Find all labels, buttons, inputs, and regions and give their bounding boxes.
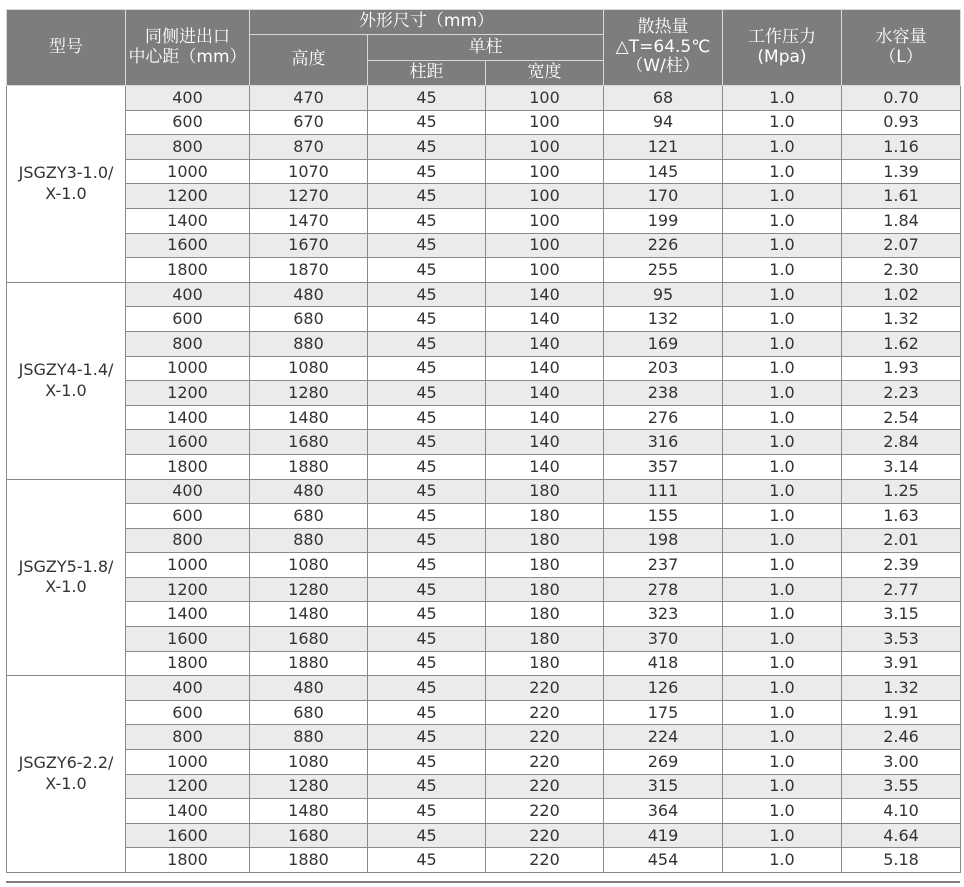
working-pressure-cell: 1.0 [723, 627, 842, 652]
height-cell: 1480 [250, 799, 368, 824]
center-distance-cell: 1000 [126, 553, 250, 578]
width-cell: 220 [486, 676, 604, 701]
column-pitch-cell: 45 [368, 86, 486, 111]
table-row [7, 282, 961, 307]
heat-output-cell: 224 [604, 725, 723, 750]
water-capacity-cell: 4.64 [842, 823, 961, 848]
header-single-column: 单柱 [368, 35, 604, 61]
model-cell: JSGZY6-2.2/ X-1.0 [7, 676, 126, 873]
width-cell: 180 [486, 504, 604, 529]
width-cell: 100 [486, 258, 604, 283]
column-pitch-cell: 45 [368, 233, 486, 258]
center-distance-cell: 600 [126, 700, 250, 725]
heat-output-cell: 418 [604, 651, 723, 676]
heat-output-cell: 111 [604, 479, 723, 504]
water-capacity-cell: 3.55 [842, 774, 961, 799]
heat-output-cell: 94 [604, 110, 723, 135]
working-pressure-cell: 1.0 [723, 454, 842, 479]
table-row [7, 750, 961, 775]
column-pitch-cell: 45 [368, 135, 486, 160]
water-capacity-cell: 2.07 [842, 233, 961, 258]
heat-output-cell: 364 [604, 799, 723, 824]
water-capacity-cell: 4.10 [842, 799, 961, 824]
center-distance-cell: 1000 [126, 750, 250, 775]
column-pitch-cell: 45 [368, 405, 486, 430]
width-cell: 100 [486, 86, 604, 111]
width-cell: 140 [486, 430, 604, 455]
table-row [7, 725, 961, 750]
width-cell: 220 [486, 799, 604, 824]
heat-output-cell: 370 [604, 627, 723, 652]
water-capacity-cell: 3.14 [842, 454, 961, 479]
center-distance-cell: 1600 [126, 627, 250, 652]
heat-output-cell: 419 [604, 823, 723, 848]
height-cell: 1280 [250, 381, 368, 406]
water-capacity-cell: 2.30 [842, 258, 961, 283]
column-pitch-cell: 45 [368, 282, 486, 307]
column-pitch-cell: 45 [368, 627, 486, 652]
center-distance-cell: 600 [126, 110, 250, 135]
center-distance-cell: 400 [126, 282, 250, 307]
column-pitch-cell: 45 [368, 577, 486, 602]
center-distance-cell: 800 [126, 135, 250, 160]
width-cell: 220 [486, 774, 604, 799]
height-cell: 680 [250, 307, 368, 332]
heat-output-cell: 323 [604, 602, 723, 627]
center-distance-cell: 1800 [126, 258, 250, 283]
heat-output-cell: 357 [604, 454, 723, 479]
table-row [7, 454, 961, 479]
height-cell: 1080 [250, 750, 368, 775]
heat-output-cell: 126 [604, 676, 723, 701]
width-cell: 220 [486, 823, 604, 848]
heat-output-cell: 170 [604, 184, 723, 209]
height-cell: 480 [250, 479, 368, 504]
water-capacity-cell: 2.46 [842, 725, 961, 750]
table-row [7, 110, 961, 135]
height-cell: 880 [250, 528, 368, 553]
column-pitch-cell: 45 [368, 454, 486, 479]
table-row [7, 405, 961, 430]
water-capacity-cell: 1.84 [842, 208, 961, 233]
table-row [7, 233, 961, 258]
working-pressure-cell: 1.0 [723, 553, 842, 578]
working-pressure-cell: 1.0 [723, 651, 842, 676]
column-pitch-cell: 45 [368, 110, 486, 135]
working-pressure-cell: 1.0 [723, 381, 842, 406]
water-capacity-cell: 2.39 [842, 553, 961, 578]
width-cell: 140 [486, 282, 604, 307]
working-pressure-cell: 1.0 [723, 356, 842, 381]
working-pressure-cell: 1.0 [723, 479, 842, 504]
working-pressure-cell: 1.0 [723, 86, 842, 111]
center-distance-cell: 1200 [126, 577, 250, 602]
working-pressure-cell: 1.0 [723, 750, 842, 775]
center-distance-cell: 1200 [126, 184, 250, 209]
height-cell: 880 [250, 725, 368, 750]
table-row [7, 553, 961, 578]
header-dimensions: 外形尺寸（mm） [250, 10, 604, 35]
working-pressure-cell: 1.0 [723, 602, 842, 627]
working-pressure-cell: 1.0 [723, 258, 842, 283]
table-row [7, 479, 961, 504]
table-row [7, 381, 961, 406]
table-row [7, 848, 961, 873]
height-cell: 1870 [250, 258, 368, 283]
center-distance-cell: 800 [126, 528, 250, 553]
table-row [7, 627, 961, 652]
width-cell: 100 [486, 135, 604, 160]
heat-output-cell: 269 [604, 750, 723, 775]
table-row [7, 700, 961, 725]
table-row [7, 86, 961, 111]
height-cell: 1680 [250, 430, 368, 455]
height-cell: 680 [250, 700, 368, 725]
width-cell: 100 [486, 184, 604, 209]
water-capacity-cell: 1.61 [842, 184, 961, 209]
center-distance-cell: 800 [126, 331, 250, 356]
center-distance-cell: 1000 [126, 356, 250, 381]
width-cell: 220 [486, 750, 604, 775]
working-pressure-cell: 1.0 [723, 208, 842, 233]
water-capacity-cell: 1.62 [842, 331, 961, 356]
heat-output-cell: 145 [604, 159, 723, 184]
center-distance-cell: 1400 [126, 405, 250, 430]
column-pitch-cell: 45 [368, 823, 486, 848]
working-pressure-cell: 1.0 [723, 799, 842, 824]
table-row [7, 651, 961, 676]
water-capacity-cell: 1.32 [842, 307, 961, 332]
heat-output-cell: 198 [604, 528, 723, 553]
column-pitch-cell: 45 [368, 602, 486, 627]
center-distance-cell: 1800 [126, 848, 250, 873]
table-row [7, 307, 961, 332]
water-capacity-cell: 1.39 [842, 159, 961, 184]
model-cell: JSGZY3-1.0/ X-1.0 [7, 86, 126, 283]
header-column-pitch: 柱距 [368, 61, 486, 86]
height-cell: 1080 [250, 356, 368, 381]
working-pressure-cell: 1.0 [723, 430, 842, 455]
working-pressure-cell: 1.0 [723, 725, 842, 750]
height-cell: 1470 [250, 208, 368, 233]
heat-output-cell: 278 [604, 577, 723, 602]
working-pressure-cell: 1.0 [723, 233, 842, 258]
heat-output-cell: 95 [604, 282, 723, 307]
height-cell: 1280 [250, 577, 368, 602]
heat-output-cell: 132 [604, 307, 723, 332]
table-row [7, 258, 961, 283]
height-cell: 870 [250, 135, 368, 160]
water-capacity-cell: 1.32 [842, 676, 961, 701]
width-cell: 180 [486, 553, 604, 578]
water-capacity-cell: 1.16 [842, 135, 961, 160]
table-row [7, 577, 961, 602]
water-capacity-cell: 3.00 [842, 750, 961, 775]
column-pitch-cell: 45 [368, 208, 486, 233]
working-pressure-cell: 1.0 [723, 504, 842, 529]
center-distance-cell: 400 [126, 86, 250, 111]
water-capacity-cell: 5.18 [842, 848, 961, 873]
height-cell: 470 [250, 86, 368, 111]
water-capacity-cell: 0.70 [842, 86, 961, 111]
column-pitch-cell: 45 [368, 307, 486, 332]
header-water-capacity: 水容量 （L） [842, 10, 961, 86]
water-capacity-cell: 3.91 [842, 651, 961, 676]
water-capacity-cell: 3.15 [842, 602, 961, 627]
working-pressure-cell: 1.0 [723, 184, 842, 209]
water-capacity-cell: 2.23 [842, 381, 961, 406]
column-pitch-cell: 45 [368, 528, 486, 553]
table-row [7, 602, 961, 627]
working-pressure-cell: 1.0 [723, 528, 842, 553]
width-cell: 220 [486, 848, 604, 873]
center-distance-cell: 1600 [126, 430, 250, 455]
width-cell: 140 [486, 331, 604, 356]
heat-output-cell: 226 [604, 233, 723, 258]
center-distance-cell: 600 [126, 307, 250, 332]
working-pressure-cell: 1.0 [723, 405, 842, 430]
width-cell: 180 [486, 627, 604, 652]
header-working-pressure: 工作压力 (Mpa) [723, 10, 842, 86]
column-pitch-cell: 45 [368, 258, 486, 283]
heat-output-cell: 169 [604, 331, 723, 356]
model-cell: JSGZY4-1.4/ X-1.0 [7, 282, 126, 479]
heat-output-cell: 203 [604, 356, 723, 381]
width-cell: 140 [486, 454, 604, 479]
column-pitch-cell: 45 [368, 331, 486, 356]
table-row [7, 184, 961, 209]
table-row [7, 331, 961, 356]
width-cell: 100 [486, 208, 604, 233]
center-distance-cell: 1200 [126, 381, 250, 406]
center-distance-cell: 1800 [126, 651, 250, 676]
working-pressure-cell: 1.0 [723, 700, 842, 725]
heat-output-cell: 276 [604, 405, 723, 430]
column-pitch-cell: 45 [368, 430, 486, 455]
height-cell: 1880 [250, 454, 368, 479]
working-pressure-cell: 1.0 [723, 135, 842, 160]
height-cell: 1280 [250, 774, 368, 799]
water-capacity-cell: 1.25 [842, 479, 961, 504]
working-pressure-cell: 1.0 [723, 307, 842, 332]
center-distance-cell: 1400 [126, 799, 250, 824]
table-bottom-rule [6, 881, 960, 883]
table-row [7, 159, 961, 184]
working-pressure-cell: 1.0 [723, 110, 842, 135]
header-model: 型号 [7, 10, 126, 86]
column-pitch-cell: 45 [368, 159, 486, 184]
height-cell: 680 [250, 504, 368, 529]
table-row [7, 430, 961, 455]
width-cell: 100 [486, 233, 604, 258]
height-cell: 1270 [250, 184, 368, 209]
working-pressure-cell: 1.0 [723, 577, 842, 602]
heat-output-cell: 316 [604, 430, 723, 455]
column-pitch-cell: 45 [368, 184, 486, 209]
water-capacity-cell: 0.93 [842, 110, 961, 135]
working-pressure-cell: 1.0 [723, 159, 842, 184]
center-distance-cell: 1400 [126, 602, 250, 627]
height-cell: 1670 [250, 233, 368, 258]
center-distance-cell: 1800 [126, 454, 250, 479]
table-row [7, 528, 961, 553]
height-cell: 1480 [250, 602, 368, 627]
water-capacity-cell: 1.02 [842, 282, 961, 307]
heat-output-cell: 175 [604, 700, 723, 725]
width-cell: 100 [486, 159, 604, 184]
heat-output-cell: 237 [604, 553, 723, 578]
water-capacity-cell: 1.91 [842, 700, 961, 725]
water-capacity-cell: 2.54 [842, 405, 961, 430]
column-pitch-cell: 45 [368, 381, 486, 406]
height-cell: 1080 [250, 553, 368, 578]
heat-output-cell: 238 [604, 381, 723, 406]
working-pressure-cell: 1.0 [723, 823, 842, 848]
heat-output-cell: 199 [604, 208, 723, 233]
table-row [7, 774, 961, 799]
water-capacity-cell: 1.63 [842, 504, 961, 529]
table-body [7, 86, 961, 873]
column-pitch-cell: 45 [368, 848, 486, 873]
working-pressure-cell: 1.0 [723, 331, 842, 356]
center-distance-cell: 400 [126, 676, 250, 701]
heat-output-cell: 454 [604, 848, 723, 873]
working-pressure-cell: 1.0 [723, 282, 842, 307]
height-cell: 1880 [250, 848, 368, 873]
width-cell: 180 [486, 577, 604, 602]
working-pressure-cell: 1.0 [723, 676, 842, 701]
table-row [7, 823, 961, 848]
table-row [7, 799, 961, 824]
water-capacity-cell: 2.77 [842, 577, 961, 602]
header-heat-output: 散热量 △T=64.5℃ （W/柱） [604, 10, 723, 86]
radiator-spec-table [6, 9, 961, 873]
center-distance-cell: 1400 [126, 208, 250, 233]
heat-output-cell: 121 [604, 135, 723, 160]
water-capacity-cell: 2.01 [842, 528, 961, 553]
column-pitch-cell: 45 [368, 479, 486, 504]
height-cell: 480 [250, 676, 368, 701]
heat-output-cell: 155 [604, 504, 723, 529]
width-cell: 140 [486, 356, 604, 381]
water-capacity-cell: 2.84 [842, 430, 961, 455]
column-pitch-cell: 45 [368, 504, 486, 529]
table-header [7, 10, 961, 86]
height-cell: 1880 [250, 651, 368, 676]
width-cell: 180 [486, 479, 604, 504]
height-cell: 1680 [250, 823, 368, 848]
height-cell: 1680 [250, 627, 368, 652]
working-pressure-cell: 1.0 [723, 774, 842, 799]
center-distance-cell: 400 [126, 479, 250, 504]
width-cell: 180 [486, 651, 604, 676]
width-cell: 180 [486, 602, 604, 627]
height-cell: 1480 [250, 405, 368, 430]
column-pitch-cell: 45 [368, 651, 486, 676]
width-cell: 220 [486, 700, 604, 725]
water-capacity-cell: 3.53 [842, 627, 961, 652]
header-width: 宽度 [486, 61, 604, 86]
column-pitch-cell: 45 [368, 774, 486, 799]
width-cell: 140 [486, 307, 604, 332]
header-height: 高度 [250, 35, 368, 86]
width-cell: 140 [486, 381, 604, 406]
center-distance-cell: 1600 [126, 233, 250, 258]
width-cell: 220 [486, 725, 604, 750]
table-row [7, 356, 961, 381]
center-distance-cell: 1200 [126, 774, 250, 799]
column-pitch-cell: 45 [368, 725, 486, 750]
width-cell: 100 [486, 110, 604, 135]
model-cell: JSGZY5-1.8/ X-1.0 [7, 479, 126, 676]
water-capacity-cell: 1.93 [842, 356, 961, 381]
column-pitch-cell: 45 [368, 676, 486, 701]
center-distance-cell: 1000 [126, 159, 250, 184]
heat-output-cell: 315 [604, 774, 723, 799]
center-distance-cell: 800 [126, 725, 250, 750]
height-cell: 670 [250, 110, 368, 135]
column-pitch-cell: 45 [368, 700, 486, 725]
working-pressure-cell: 1.0 [723, 848, 842, 873]
table-row [7, 208, 961, 233]
table-row [7, 676, 961, 701]
table-row [7, 504, 961, 529]
header-center-distance: 同侧进出口 中心距（mm） [126, 10, 250, 86]
center-distance-cell: 600 [126, 504, 250, 529]
height-cell: 480 [250, 282, 368, 307]
heat-output-cell: 68 [604, 86, 723, 111]
column-pitch-cell: 45 [368, 750, 486, 775]
height-cell: 880 [250, 331, 368, 356]
heat-output-cell: 255 [604, 258, 723, 283]
center-distance-cell: 1600 [126, 823, 250, 848]
width-cell: 140 [486, 405, 604, 430]
width-cell: 180 [486, 528, 604, 553]
height-cell: 1070 [250, 159, 368, 184]
column-pitch-cell: 45 [368, 553, 486, 578]
column-pitch-cell: 45 [368, 799, 486, 824]
table-row [7, 135, 961, 160]
column-pitch-cell: 45 [368, 356, 486, 381]
